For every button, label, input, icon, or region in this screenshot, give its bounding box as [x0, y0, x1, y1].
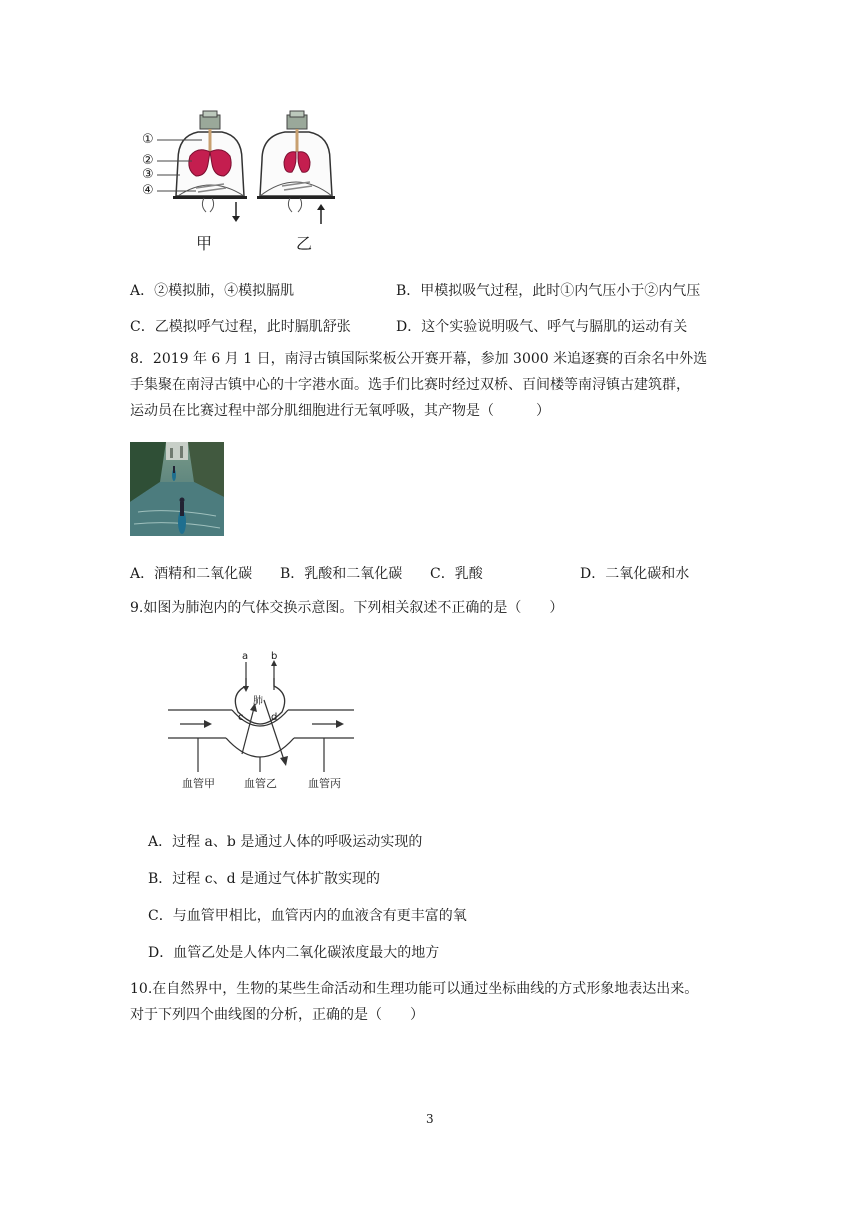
q9-option-b: B．过程 c、d 是通过气体扩散实现的 — [148, 871, 380, 887]
diagram-label-c: c — [238, 712, 244, 723]
q9-option-d: D．血管乙处是人体内二氧化碳浓度最大的地方 — [148, 945, 440, 961]
q9-option-c: C．与血管甲相比，血管丙内的血液含有更丰富的氧 — [148, 908, 467, 924]
jar-caption-left: 甲 — [196, 234, 213, 253]
q7-option-b: B．甲模拟吸气过程，此时①内气压小于②内气压 — [396, 283, 701, 299]
q8-option-c: C．乳酸 — [430, 566, 483, 582]
q7-option-c: C．乙模拟呼气过程，此时膈肌舒张 — [130, 319, 351, 335]
jar-right — [257, 111, 335, 224]
diagram-label-a: a — [242, 651, 249, 662]
diagram-label-b: b — [271, 651, 278, 662]
page-number: 3 — [426, 1112, 434, 1126]
q10-stem-line-2: 对于下列四个曲线图的分析，正确的是（ ） — [130, 1007, 424, 1023]
q8-option-a: A．酒精和二氧化碳 — [130, 566, 253, 582]
jar-left — [173, 111, 247, 222]
diagram-label-vessel-1: 血管甲 — [182, 777, 215, 790]
label-2: ② — [142, 153, 154, 168]
diagram-label-vessel-2: 血管乙 — [244, 777, 277, 790]
alveolus-gas-exchange-diagram — [160, 650, 360, 795]
diagram-label-d: d — [271, 712, 278, 723]
label-4: ④ — [142, 183, 154, 198]
diagram-label-vessel-3: 血管丙 — [308, 777, 341, 790]
q7-option-d: D．这个实验说明吸气、呼气与膈肌的运动有关 — [396, 319, 688, 335]
q9-option-a: A．过程 a、b 是通过人体的呼吸运动实现的 — [148, 834, 423, 850]
q8-stem-line-1: 8．2019 年 6 月 1 日，南浔古镇国际桨板公开赛开幕，参加 3000 米追逐赛的百余名中外选 — [130, 351, 708, 367]
diagram-label-alveolus: 肺 — [253, 696, 263, 707]
q10-stem-line-1: 10.在自然界中，生物的某些生命活动和生理功能可以通过坐标曲线的方式形象地表达出来。 — [130, 981, 699, 997]
label-3: ③ — [142, 167, 154, 182]
jar-caption-right: 乙 — [296, 234, 313, 253]
q8-stem-line-3: 运动员在比赛过程中部分肌细胞进行无氧呼吸，其产物是（ ） — [130, 403, 550, 419]
label-1: ① — [142, 132, 154, 147]
q8-option-b: B．乳酸和二氧化碳 — [280, 566, 403, 582]
q7-option-a: A．②模拟肺，④模拟膈肌 — [130, 283, 295, 299]
q9-stem: 9.如图为肺泡内的气体交换示意图。下列相关叙述不正确的是（ ） — [130, 600, 564, 616]
canal-paddleboard-photo — [130, 442, 224, 536]
bell-jar-figure — [140, 110, 350, 255]
q8-stem-line-2: 手集聚在南浔古镇中心的十字港水面。选手们比赛时经过双桥、百间楼等南浔镇古建筑群， — [130, 377, 690, 393]
q8-option-d: D．二氧化碳和水 — [580, 566, 690, 582]
